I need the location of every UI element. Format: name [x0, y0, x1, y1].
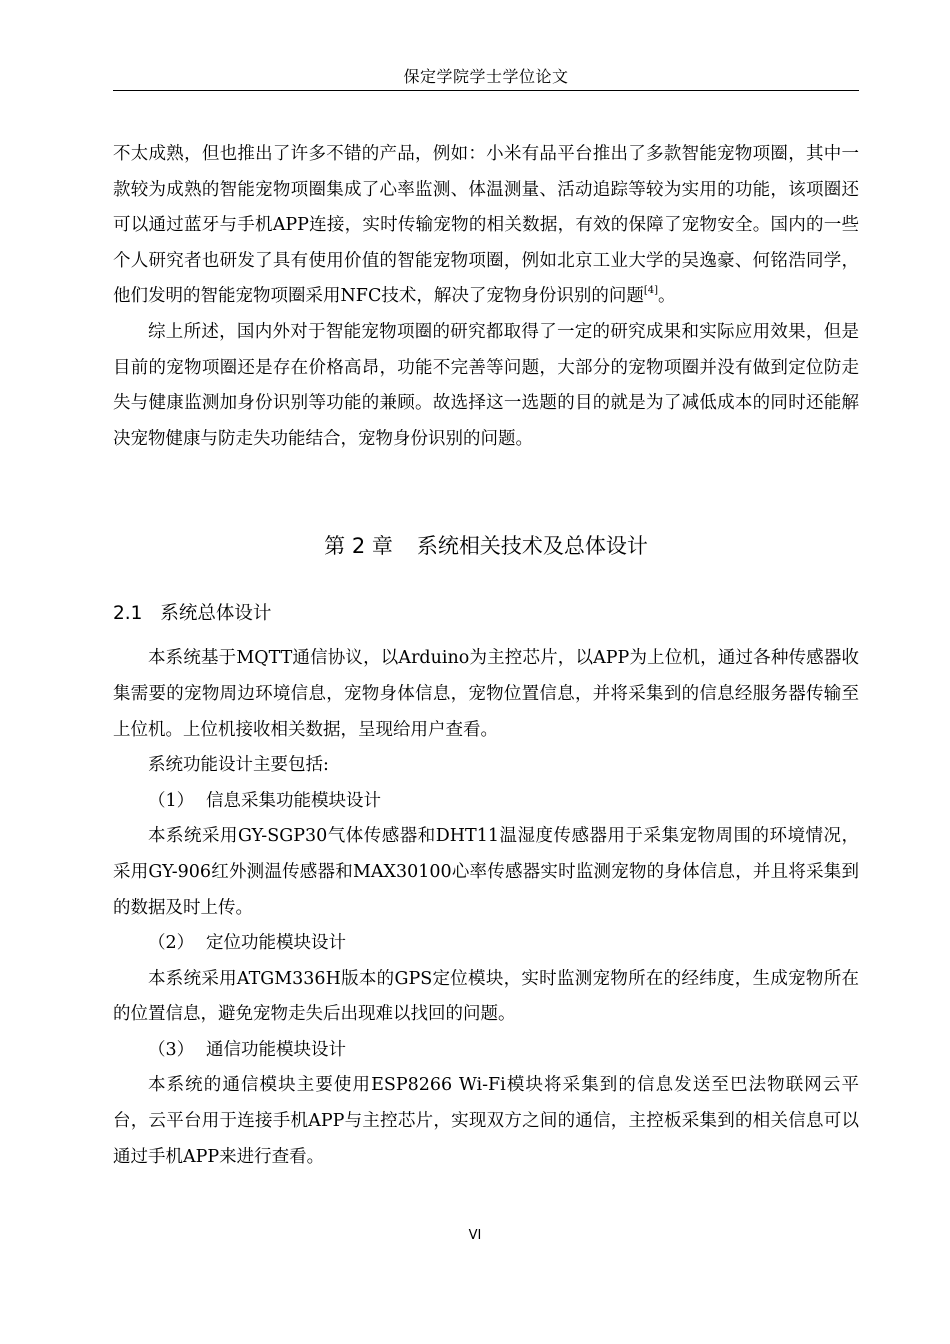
section-heading [113, 599, 859, 629]
list-item-body: 本系统采用ATGM336H版本的GPS定位模块，实时监测宠物所在的经纬度，生成宠物所在的位置信息，避免宠物走失后出现难以找回的问题。 [113, 968, 859, 1025]
intro-paragraph-1 [113, 137, 859, 315]
intro-paragraph-2: 综上所述，国内外对于智能宠物项圈的研究都取得了一定的研究成果和实际应用效果，但是目前的宠物项圈还是存在价格高昂，功能不完善等问题，大部分的宠物项圈并没有做到定位防走失与健康监测加身份识别等功能的兼顾。故选择这一选题的目的就是为了减低成本的同时还能解决宠物健康与防走失功能结合，宠物身份识别的问题。 [113, 321, 859, 449]
page-number: VI [468, 1228, 482, 1243]
running-header: 保定学院学士学位论文 [403, 67, 569, 86]
header-rule [113, 90, 859, 91]
section-paragraph-1: 本系统基于MQTT通信协议，以Arduino为主控芯片，以APP为上位机，通过各种传感器收集需要的宠物周边环境信息，宠物身体信息，宠物位置信息，并将采集到的信息经服务器传输至上位机。上位机接收相关数据，呈现给用户查看。 [113, 648, 859, 740]
citation-ref: [4] [643, 285, 659, 297]
intro-paragraph-1-end: 。 [658, 286, 676, 307]
list-item-heading [113, 784, 859, 820]
section-number: 2.1 [113, 603, 143, 625]
section-paragraph-2: 系统功能设计主要包括: [148, 755, 329, 776]
list-item-body: 本系统的通信模块主要使用ESP8266 Wi-Fi模块将采集到的信息发送至巴法物联网云平台，云平台用于连接手机APP与主控芯片，实现双方之间的通信，主控板采集到的相关信息可以通过手机APP来进行查看。 [113, 1075, 859, 1167]
list-item-number: （1） [148, 790, 195, 811]
chapter-number: 第 2 章 [324, 534, 393, 559]
section-title: 系统总体设计 [160, 603, 272, 625]
list-item-heading [113, 1033, 859, 1069]
page-body [113, 137, 859, 1175]
list-item-title: 信息采集功能模块设计 [206, 790, 381, 811]
list-item-number: （3） [148, 1039, 195, 1060]
list-item-title: 定位功能模块设计 [206, 933, 346, 954]
section-body [113, 641, 859, 1175]
chapter-heading [113, 531, 859, 561]
chapter-title: 系统相关技术及总体设计 [416, 534, 648, 559]
list-item-title: 通信功能模块设计 [206, 1039, 346, 1060]
intro-paragraph-1-text: 不太成熟，但也推出了许多不错的产品，例如：小米有品平台推出了多款智能宠物项圈，其中一款较为成熟的智能宠物项圈集成了心率监测、体温测量、活动追踪等较为实用的功能，该项圈还可以通过蓝牙与手机APP连接，实时传输宠物的相关数据，有效的保障了宠物安全。国内的一些个人研究者也研发了具有使用价值的智能宠物项圈，例如北京工业大学的吴逸豪、何铭浩同学，他们发明的智能宠物项圈采用NFC技术，解决了宠物身份识别的问题 [113, 144, 859, 307]
list-item-number: （2） [148, 933, 195, 954]
list-item-body: 本系统采用GY-SGP30气体传感器和DHT11温湿度传感器用于采集宠物周围的环境情况，采用GY-906红外测温传感器和MAX30100心率传感器实时监测宠物的身体信息，并且将采集到的数据及时上传。 [113, 826, 859, 918]
list-item-heading [113, 926, 859, 962]
